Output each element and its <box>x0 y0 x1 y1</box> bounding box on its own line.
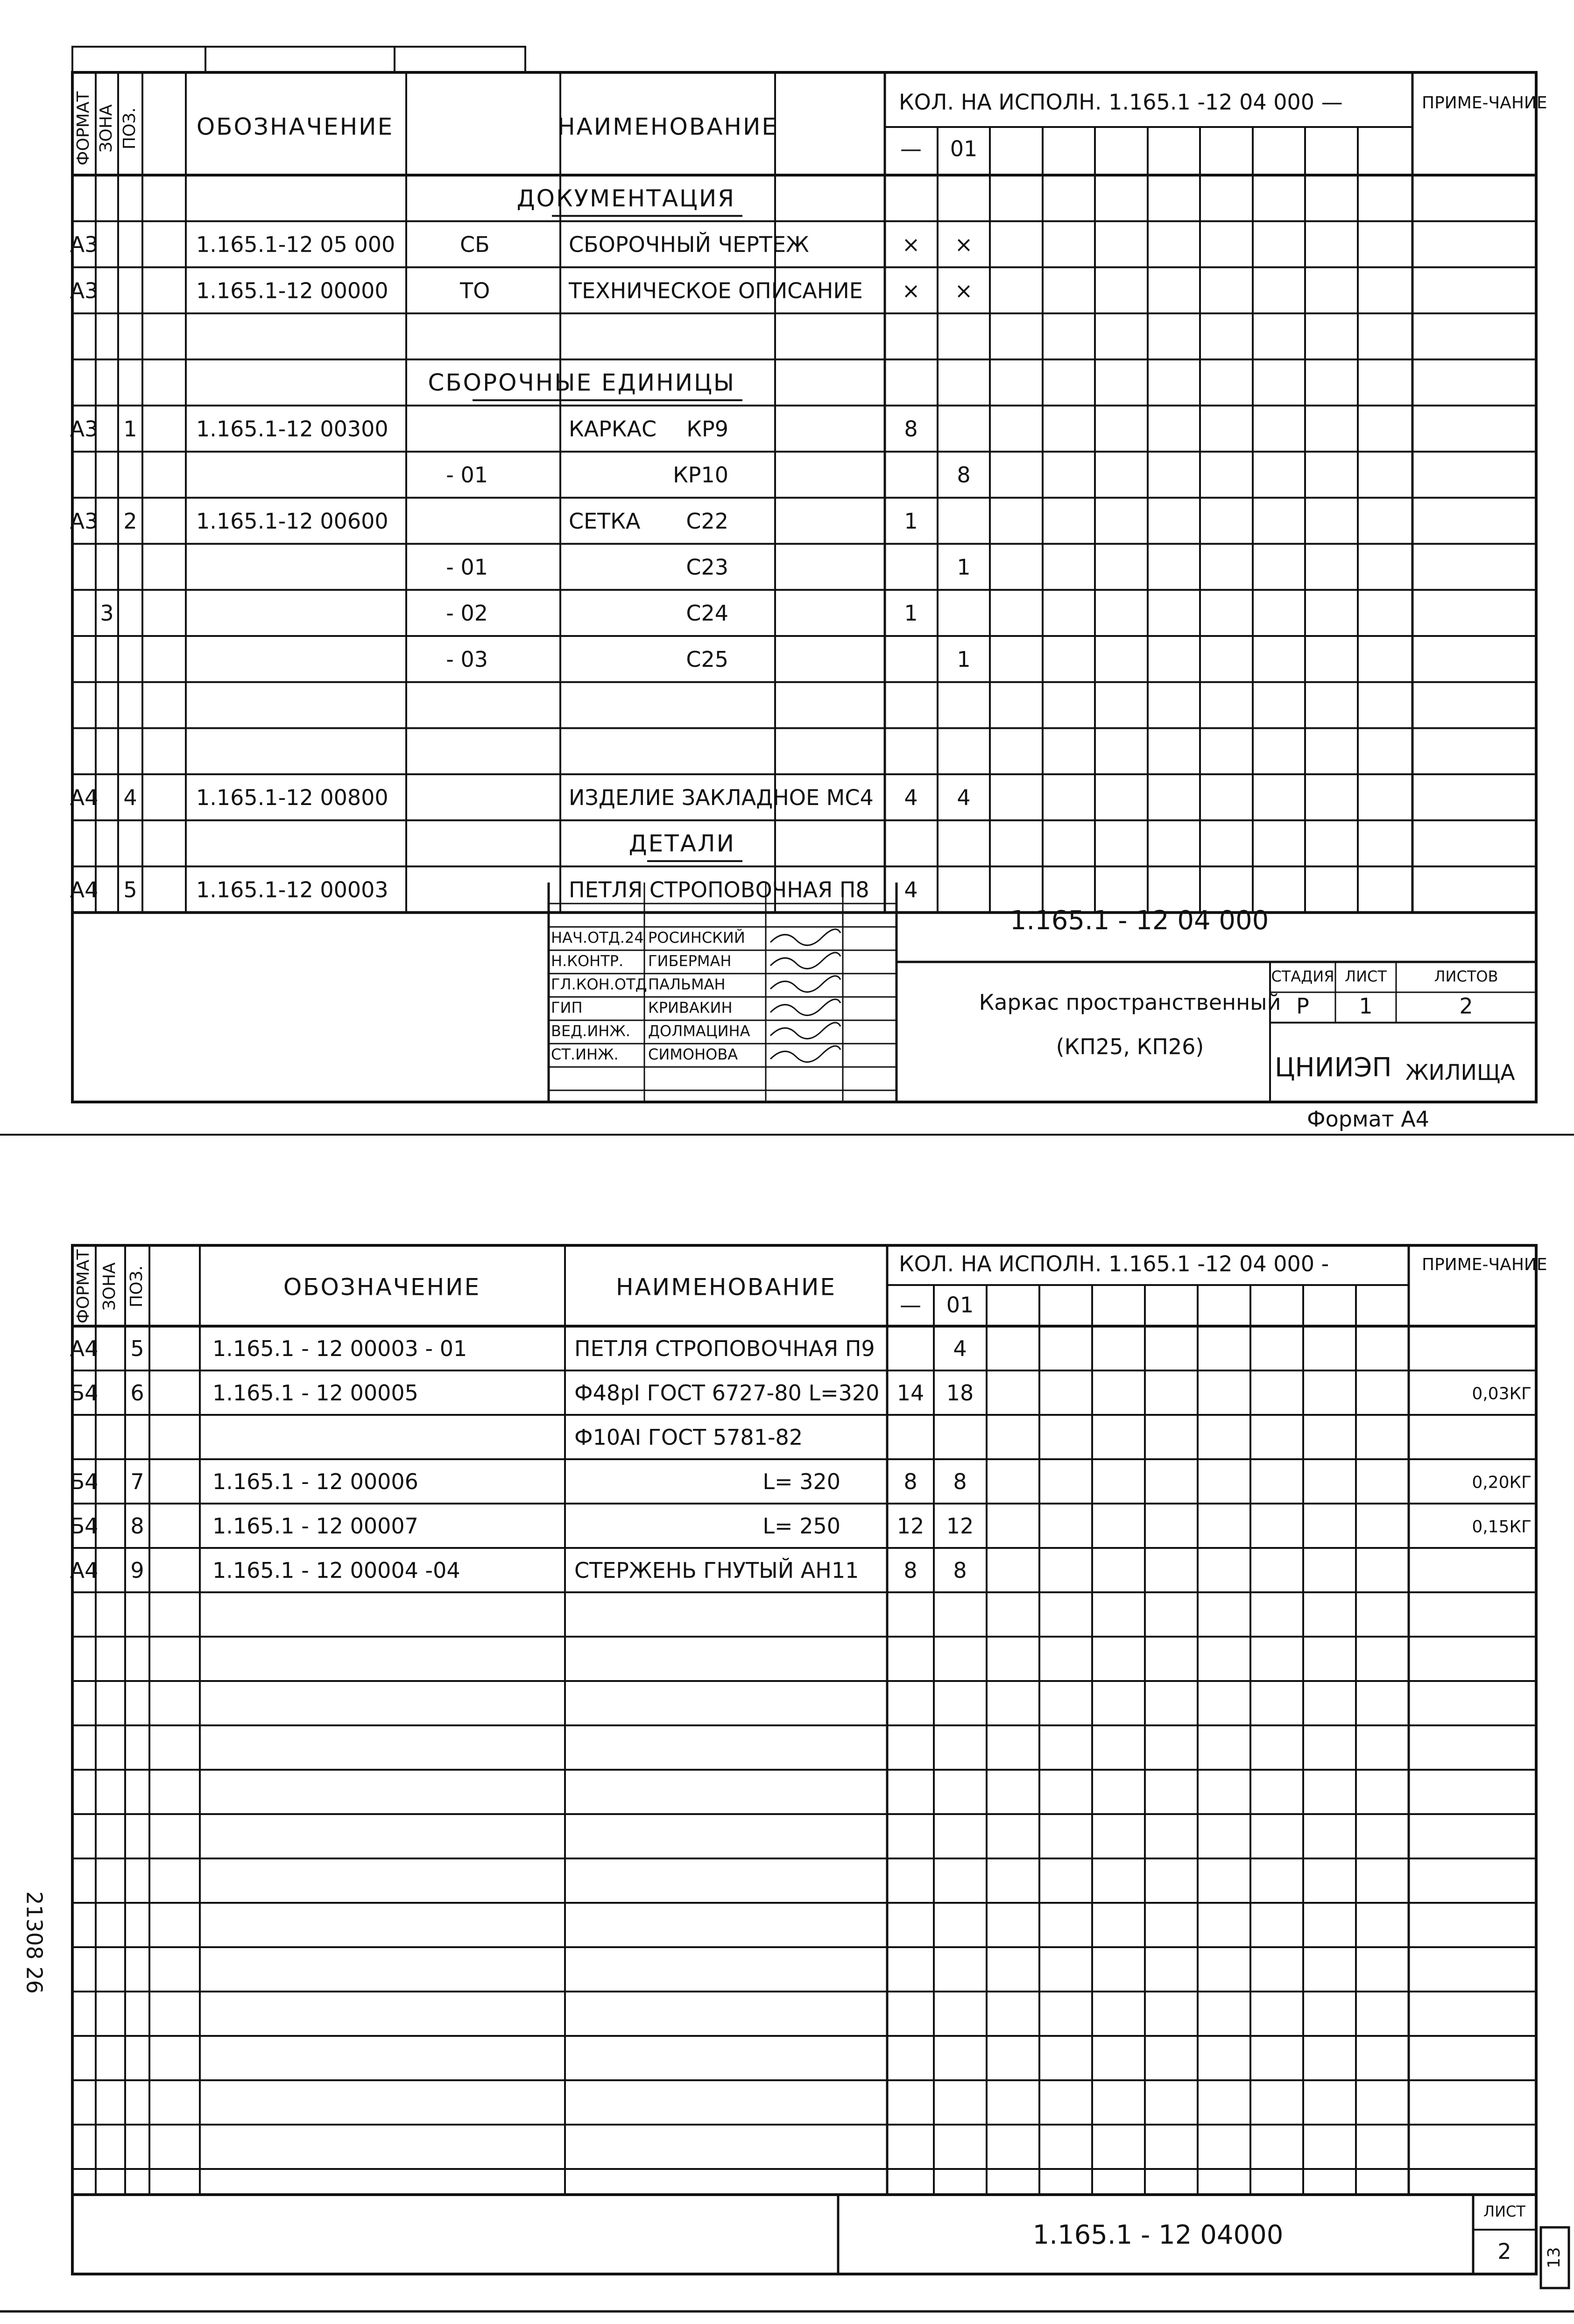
organization-logo: ЦНИИЭП <box>1275 1053 1392 1083</box>
cell-name: СТЕРЖЕНЬ ГНУТЫЙ АН11 <box>574 1558 859 1583</box>
stamp-sheet: 1 <box>1359 993 1373 1019</box>
cell-qty: 8 <box>904 416 918 442</box>
cell-name-mark: С24 <box>686 600 728 626</box>
cell-name-mark: КР9 <box>686 416 728 442</box>
signature-person: КРИВАКИН <box>648 999 733 1017</box>
cell-name: Ф48рI ГОСТ 6727-80 L=320 <box>574 1380 880 1406</box>
cell-designation: 1.165.1-12 05 000 <box>196 232 395 257</box>
sheet1-frame <box>72 72 1536 1102</box>
cell-designation: 1.165.1 - 12 00004 -04 <box>212 1558 460 1583</box>
signature-person: ДОЛМАЦИНА <box>648 1022 750 1040</box>
cell-format: А3 <box>70 508 99 534</box>
cell-qty: 12 <box>896 1513 925 1539</box>
handwritten-signature <box>770 999 840 1015</box>
cell-format: Б4 <box>70 1469 99 1494</box>
sheet-text <box>22 90 1564 2268</box>
cell-qty: 14 <box>896 1380 925 1406</box>
cell-qty: 4 <box>904 877 918 903</box>
stamp-sheets-label: ЛИСТОВ <box>1434 968 1498 985</box>
cell-designation-suffix: - 03 <box>446 646 488 672</box>
stamp-stage-label: СТАДИЯ <box>1271 968 1334 985</box>
cell-qty: 12 <box>946 1513 974 1539</box>
cell-qty: × <box>954 232 973 257</box>
cell-name: L= 250 <box>762 1513 840 1539</box>
cell-pos: 1 <box>123 416 137 442</box>
cell-format: А3 <box>70 278 99 304</box>
signature-person: ПАЛЬМАН <box>648 975 726 993</box>
document-title: Каркас пространственный <box>979 989 1281 1015</box>
header-note: ПРИМЕ-ЧАНИЕ <box>1422 1255 1547 1274</box>
footer-sheet-number: 2 <box>1497 2239 1511 2264</box>
format-label: Формат А4 <box>1307 1106 1429 1132</box>
cell-designation-suffix: СБ <box>460 232 490 257</box>
header-designation: ОБОЗНАЧЕНИЕ <box>283 1273 481 1301</box>
cell-qty: 1 <box>904 600 918 626</box>
cell-note: 0,15КГ <box>1472 1517 1532 1537</box>
header-qty-col: 01 <box>950 136 978 162</box>
cell-format: А4 <box>70 784 99 810</box>
cell-pos: 5 <box>130 1336 144 1361</box>
cell-designation: 1.165.1-12 00600 <box>196 508 388 534</box>
header-format: ФОРМАТ <box>74 91 93 166</box>
cell-designation: 1.165.1 - 12 00006 <box>212 1469 418 1494</box>
cell-name: СБОРОЧНЫЙ ЧЕРТЕЖ <box>569 232 809 257</box>
signature-role: СТ.ИНЖ. <box>551 1045 619 1063</box>
header-note: ПРИМЕ-ЧАНИЕ <box>1422 93 1547 113</box>
header-designation: ОБОЗНАЧЕНИЕ <box>196 113 394 141</box>
grid-lines <box>0 47 1574 2311</box>
corner-mark: 13 <box>1545 2247 1564 2268</box>
cell-name: СЕТКА <box>569 508 641 534</box>
signature-role: Н.КОНТР. <box>551 952 624 970</box>
header-qty-col: — <box>900 1292 921 1318</box>
cell-qty: × <box>954 278 973 304</box>
cell-designation: 1.165.1-12 00003 <box>196 877 388 903</box>
top-stub <box>72 47 525 72</box>
cell-zone: 3 <box>100 600 114 626</box>
cell-format: А4 <box>70 1558 99 1583</box>
cell-qty: 4 <box>957 784 971 810</box>
section-heading: ДЕТАЛИ <box>628 830 735 857</box>
cell-name: L= 320 <box>762 1469 840 1494</box>
cell-pos: 2 <box>123 508 137 534</box>
handwritten-signature <box>770 976 840 992</box>
header-qty-col: 01 <box>946 1292 974 1318</box>
cell-qty: 1 <box>957 554 971 580</box>
header-zone: ЗОНА <box>97 104 116 153</box>
handwritten-signature <box>770 953 840 968</box>
signature-person: ГИБЕРМАН <box>648 952 732 970</box>
signature-role: ГИП <box>551 999 583 1017</box>
cell-note: 0,20КГ <box>1472 1473 1532 1492</box>
cell-qty: 1 <box>957 646 971 672</box>
cell-pos: 8 <box>130 1513 144 1539</box>
cell-name: ПЕТЛЯ СТРОПОВОЧНАЯ П9 <box>574 1336 875 1361</box>
cell-name-mark: С25 <box>686 646 728 672</box>
cell-pos: 6 <box>130 1380 144 1406</box>
cell-name: Ф10АI ГОСТ 5781-82 <box>574 1425 803 1450</box>
document-number: 1.165.1 - 12 04000 <box>1032 2220 1284 2251</box>
cell-qty: 1 <box>904 508 918 534</box>
section-heading: СБОРОЧНЫЕ ЕДИНИЦЫ <box>428 369 735 396</box>
cell-format: А3 <box>70 232 99 257</box>
cell-pos: 4 <box>123 784 137 810</box>
signature-role: НАЧ.ОТД.24 <box>551 929 644 947</box>
cell-name: ПЕТЛЯ СТРОПОВОЧНАЯ П8 <box>569 877 869 903</box>
cell-format: А4 <box>70 1336 99 1361</box>
header-qty-col: — <box>900 136 922 162</box>
stamp-sheet-label: ЛИСТ <box>1345 968 1387 985</box>
cell-pos: 9 <box>130 1558 144 1583</box>
header-qty-title: КОЛ. НА ИСПОЛН. 1.165.1 -12 04 000 — <box>899 89 1343 115</box>
cell-qty: 18 <box>946 1380 974 1406</box>
stamp-sheets: 2 <box>1459 993 1473 1019</box>
header-name: НАИМЕНОВАНИЕ <box>616 1273 836 1301</box>
cell-pos: 5 <box>123 877 137 903</box>
document-title-models: (КП25, КП26) <box>1056 1034 1204 1060</box>
cell-qty: 4 <box>904 784 918 810</box>
cell-designation-suffix: ТО <box>460 278 490 304</box>
cell-note: 0,03КГ <box>1472 1384 1532 1404</box>
document-number: 1.165.1 - 12 04 000 <box>1009 905 1269 936</box>
cell-qty: × <box>902 278 920 304</box>
cell-format: Б4 <box>70 1513 99 1539</box>
stamp-stage: Р <box>1296 993 1309 1019</box>
handwritten-signature <box>770 929 840 945</box>
cell-qty: × <box>902 232 920 257</box>
header-zone: ЗОНА <box>100 1262 119 1311</box>
cell-designation-suffix: - 02 <box>446 600 488 626</box>
cell-pos: 7 <box>130 1469 144 1494</box>
header-qty-title: КОЛ. НА ИСПОЛН. 1.165.1 -12 04 000 - <box>899 1251 1329 1277</box>
cell-qty: 8 <box>903 1558 918 1583</box>
cell-format: А3 <box>70 416 99 442</box>
cell-designation: 1.165.1 - 12 00005 <box>212 1380 418 1406</box>
cell-name-mark: С22 <box>686 508 728 534</box>
cell-designation: 1.165.1-12 00800 <box>196 784 388 810</box>
header-name: НАИМЕНОВАНИЕ <box>558 113 778 141</box>
cell-qty: 8 <box>903 1469 918 1494</box>
header-format: ФОРМАТ <box>74 1249 93 1324</box>
cell-qty: 8 <box>953 1469 967 1494</box>
handwritten-signature <box>770 1046 840 1062</box>
signature-role: ВЕД.ИНЖ. <box>551 1022 630 1040</box>
side-stamp: 21308 26 <box>21 1891 47 1994</box>
footer-sheet-label: ЛИСТ <box>1483 2203 1525 2220</box>
signature-role: ГЛ.КОН.ОТД <box>551 975 647 993</box>
cell-name: ТЕХНИЧЕСКОЕ ОПИСАНИЕ <box>569 278 863 304</box>
cell-name: ИЗДЕЛИЕ ЗАКЛАДНОЕ МС4 <box>569 784 874 810</box>
header-pos: ПОЗ. <box>120 107 139 149</box>
cell-format: А4 <box>70 877 99 903</box>
cell-format: Б4 <box>70 1380 99 1406</box>
cell-qty: 8 <box>957 462 971 488</box>
cell-designation-suffix: - 01 <box>446 462 488 488</box>
signature-person: РОСИНСКИЙ <box>648 929 745 947</box>
section-heading: ДОКУМЕНТАЦИЯ <box>516 184 735 212</box>
cell-designation: 1.165.1 - 12 00007 <box>212 1513 418 1539</box>
cell-designation: 1.165.1-12 00000 <box>196 278 388 304</box>
cell-name-mark: КР10 <box>673 462 728 488</box>
handwritten-signature <box>770 1023 840 1038</box>
cell-name-mark: С23 <box>686 554 728 580</box>
header-pos: ПОЗ. <box>127 1265 146 1307</box>
cell-name: КАРКАС <box>569 416 657 442</box>
cell-qty: 8 <box>953 1558 967 1583</box>
cell-designation-suffix: - 01 <box>446 554 488 580</box>
organization-name: ЖИЛИЩА <box>1405 1060 1515 1085</box>
cell-designation: 1.165.1-12 00300 <box>196 416 388 442</box>
cell-qty: 4 <box>953 1336 967 1361</box>
signature-person: СИМОНОВА <box>648 1045 738 1063</box>
cell-designation: 1.165.1 - 12 00003 - 01 <box>212 1336 467 1361</box>
